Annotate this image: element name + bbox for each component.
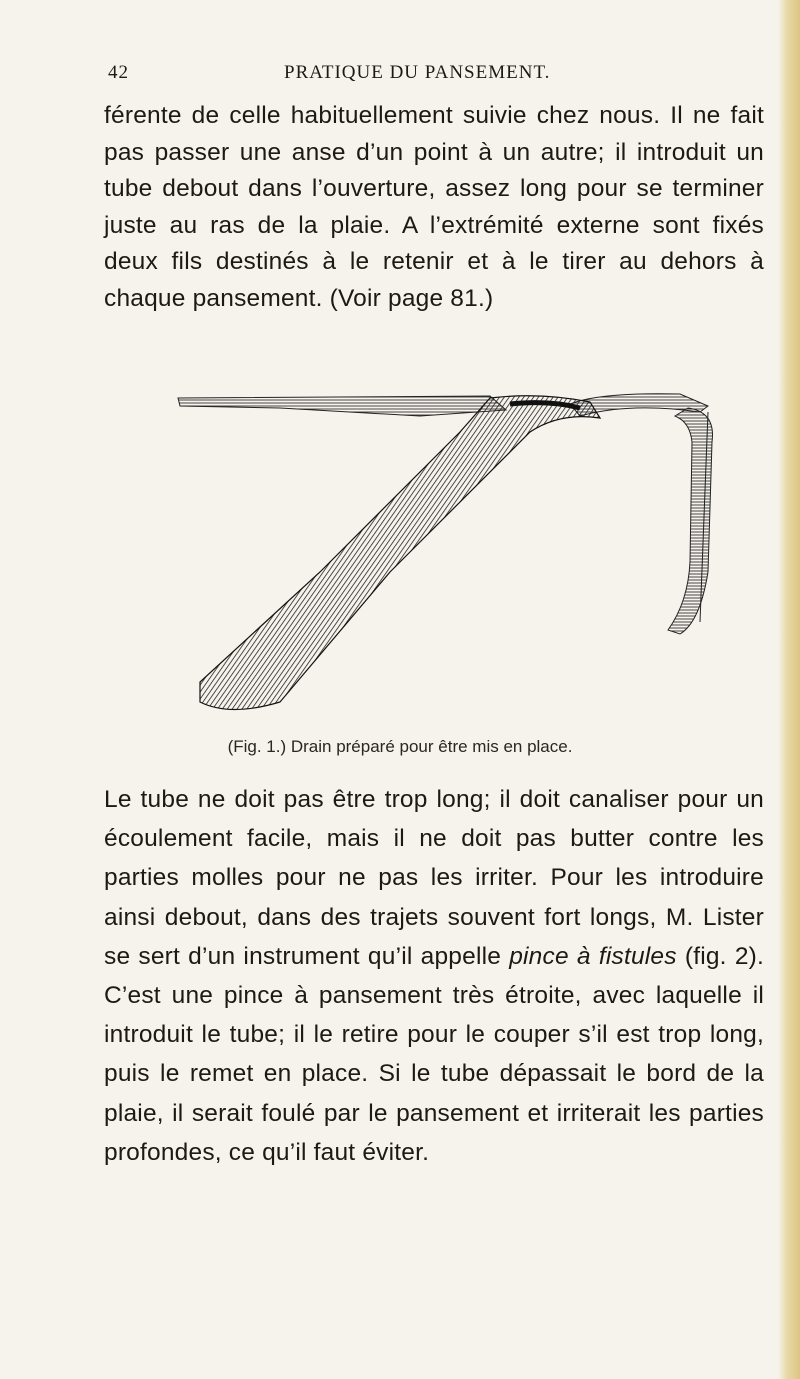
paragraph-2-italic: pince à fistules: [509, 942, 677, 970]
running-title: PRATIQUE DU PANSEMENT.: [284, 62, 551, 83]
figure-caption: (Fig. 1.) Drain préparé pour être mis en place.: [227, 737, 573, 756]
page-edge: [778, 0, 800, 1379]
page-number: 42: [108, 62, 129, 83]
paragraph-1: férente de celle habituellement suivie chez nous. Il ne fait pas passer une anse d’un point à un autre; il introduit un tube debout dans l’ouverture, assez long pour se terminer juste au ras de la plaie. A l’extrémité externe sont fixés deux fils destinés à le retenir et à le tirer au dehors à chaque pansement. (Voir page 81.): [104, 102, 764, 312]
paragraph-2-text-a: Le tube ne doit pas être trop long; il doit canaliser pour un écoulement facile, mais il ne doit pas butter contre les parties molles pour ne pas les irriter. Pour les introduire ainsi debout, dans des trajets souvent fort longs, M. Lister se sert d’un instrument qu’il appelle: [104, 786, 764, 970]
paragraph-2-text-b: (fig. 2). C’est une pince à pansement très étroite, avec laquelle il introduit le tube; il le retire pour le couper s’il est trop long, puis le remet en place. Si le tube dépassait le bord de la plaie, il serait foulé par le pansement et irriterait les parties profondes, ce qu’il faut éviter.: [104, 942, 765, 1166]
drain-illustration: [160, 372, 730, 712]
paragraph-2: [104, 780, 764, 1172]
